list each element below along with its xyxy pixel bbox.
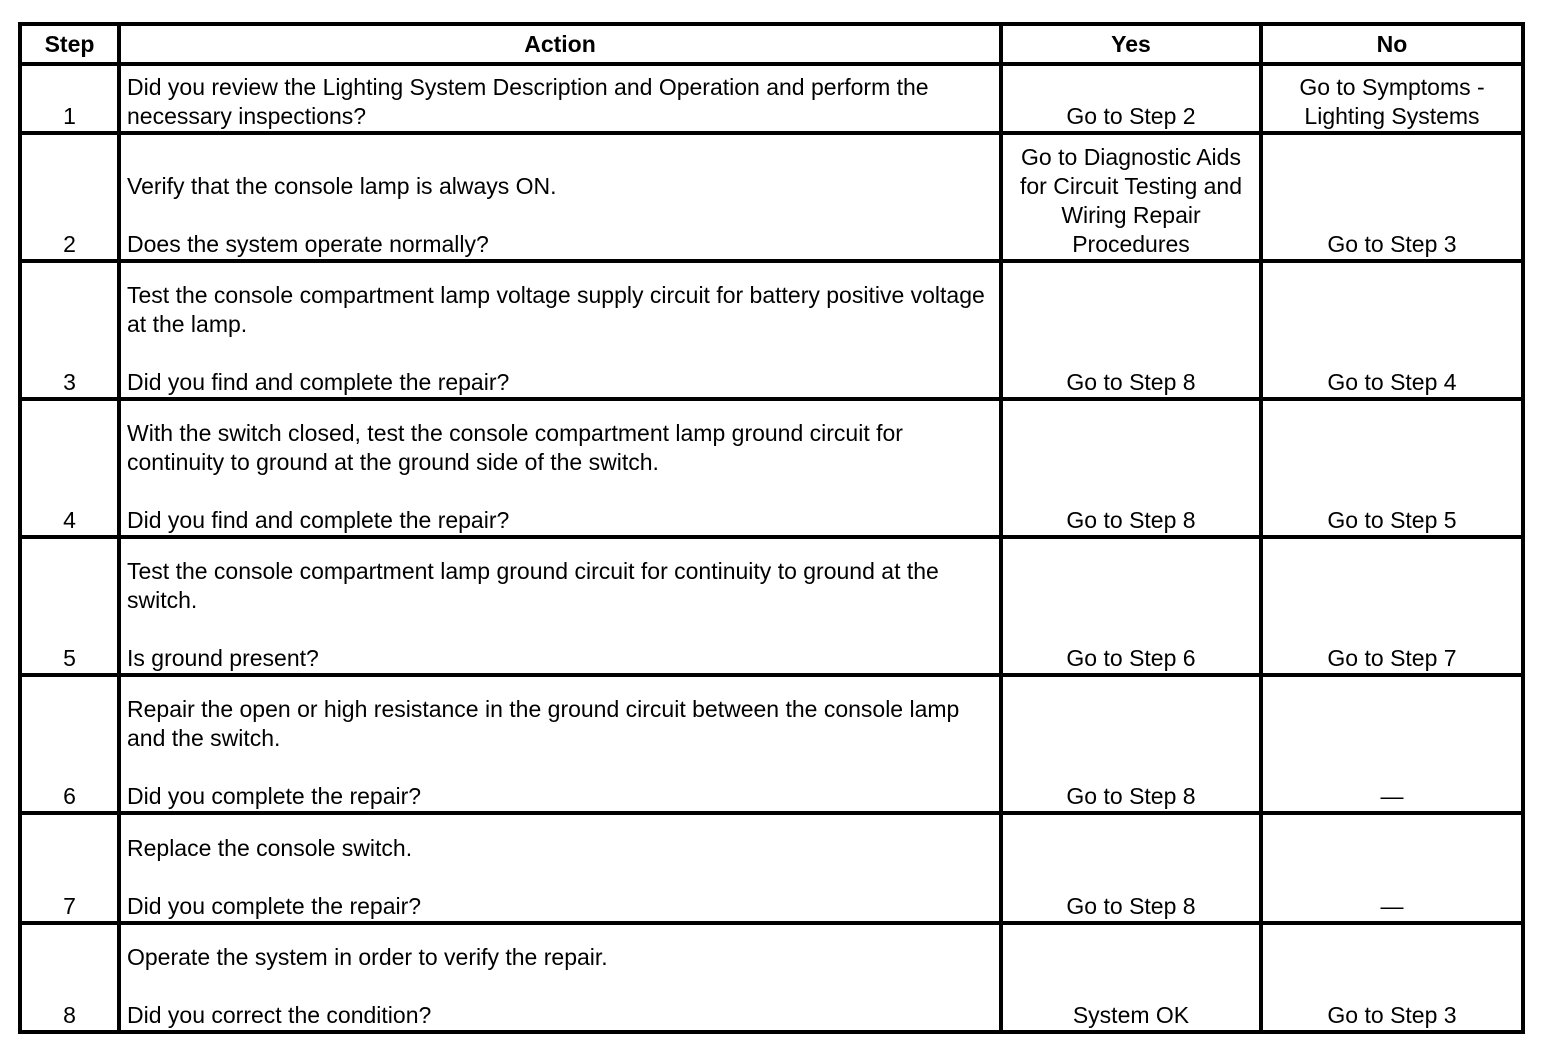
table-row	[20, 675, 1523, 813]
header-row	[20, 24, 1523, 64]
action-cell	[119, 675, 1001, 813]
action-cell	[119, 399, 1001, 537]
action-text: Test the console compartment lamp voltage supply circuit for battery positive voltage at the lamp.	[127, 282, 985, 337]
yes-cell: Go to Step 8	[1001, 675, 1261, 813]
action-question: Does the system operate normally?	[127, 231, 489, 257]
step-number: 4	[20, 399, 119, 537]
action-cell	[119, 64, 1001, 133]
action-text: Did you review the Lighting System Description and Operation and perform the necessary inspections?	[127, 74, 929, 129]
yes-cell: Go to Step 2	[1001, 64, 1261, 133]
header-yes: Yes	[1001, 24, 1261, 64]
no-cell: Go to Step 5	[1261, 399, 1523, 537]
action-cell	[119, 537, 1001, 675]
action-text: Test the console compartment lamp ground circuit for continuity to ground at the switch.	[127, 558, 939, 613]
table-row	[20, 261, 1523, 399]
action-question: Did you correct the condition?	[127, 1002, 432, 1028]
action-question: Did you find and complete the repair?	[127, 369, 510, 395]
action-question: Did you complete the repair?	[127, 783, 422, 809]
table-row	[20, 64, 1523, 133]
yes-cell: Go to Step 6	[1001, 537, 1261, 675]
diagnostic-table	[18, 22, 1525, 1034]
no-cell: —	[1261, 675, 1523, 813]
action-question: Did you find and complete the repair?	[127, 507, 510, 533]
action-text: Repair the open or high resistance in the ground circuit between the console lamp and the switch.	[127, 696, 960, 751]
action-question: Is ground present?	[127, 645, 319, 671]
yes-cell: System OK	[1001, 923, 1261, 1032]
action-cell	[119, 923, 1001, 1032]
step-number: 6	[20, 675, 119, 813]
step-number: 2	[20, 133, 119, 261]
no-cell: Go to Step 3	[1261, 923, 1523, 1032]
table-row	[20, 813, 1523, 923]
header-action: Action	[119, 24, 1001, 64]
step-number: 8	[20, 923, 119, 1032]
header-no: No	[1261, 24, 1523, 64]
yes-cell: Go to Diagnostic Aids for Circuit Testing and Wiring Repair Procedures	[1001, 133, 1261, 261]
table-row	[20, 133, 1523, 261]
no-cell: Go to Symptoms - Lighting Systems	[1261, 64, 1523, 133]
table-row	[20, 537, 1523, 675]
step-number: 1	[20, 64, 119, 133]
step-number: 7	[20, 813, 119, 923]
action-question: Did you complete the repair?	[127, 893, 422, 919]
step-number: 3	[20, 261, 119, 399]
header-step: Step	[20, 24, 119, 64]
no-cell: Go to Step 3	[1261, 133, 1523, 261]
action-text: Operate the system in order to verify the repair.	[127, 944, 608, 970]
yes-cell: Go to Step 8	[1001, 261, 1261, 399]
no-cell: Go to Step 7	[1261, 537, 1523, 675]
action-text: Replace the console switch.	[127, 835, 413, 861]
table-row	[20, 923, 1523, 1032]
action-text: Verify that the console lamp is always ON.	[127, 173, 557, 199]
step-number: 5	[20, 537, 119, 675]
no-cell: Go to Step 4	[1261, 261, 1523, 399]
yes-cell: Go to Step 8	[1001, 399, 1261, 537]
action-text: With the switch closed, test the console compartment lamp ground circuit for continuity to ground at the ground side of the switch.	[127, 420, 903, 475]
yes-cell: Go to Step 8	[1001, 813, 1261, 923]
no-cell: —	[1261, 813, 1523, 923]
table-row	[20, 399, 1523, 537]
action-cell	[119, 133, 1001, 261]
action-cell	[119, 261, 1001, 399]
action-cell	[119, 813, 1001, 923]
